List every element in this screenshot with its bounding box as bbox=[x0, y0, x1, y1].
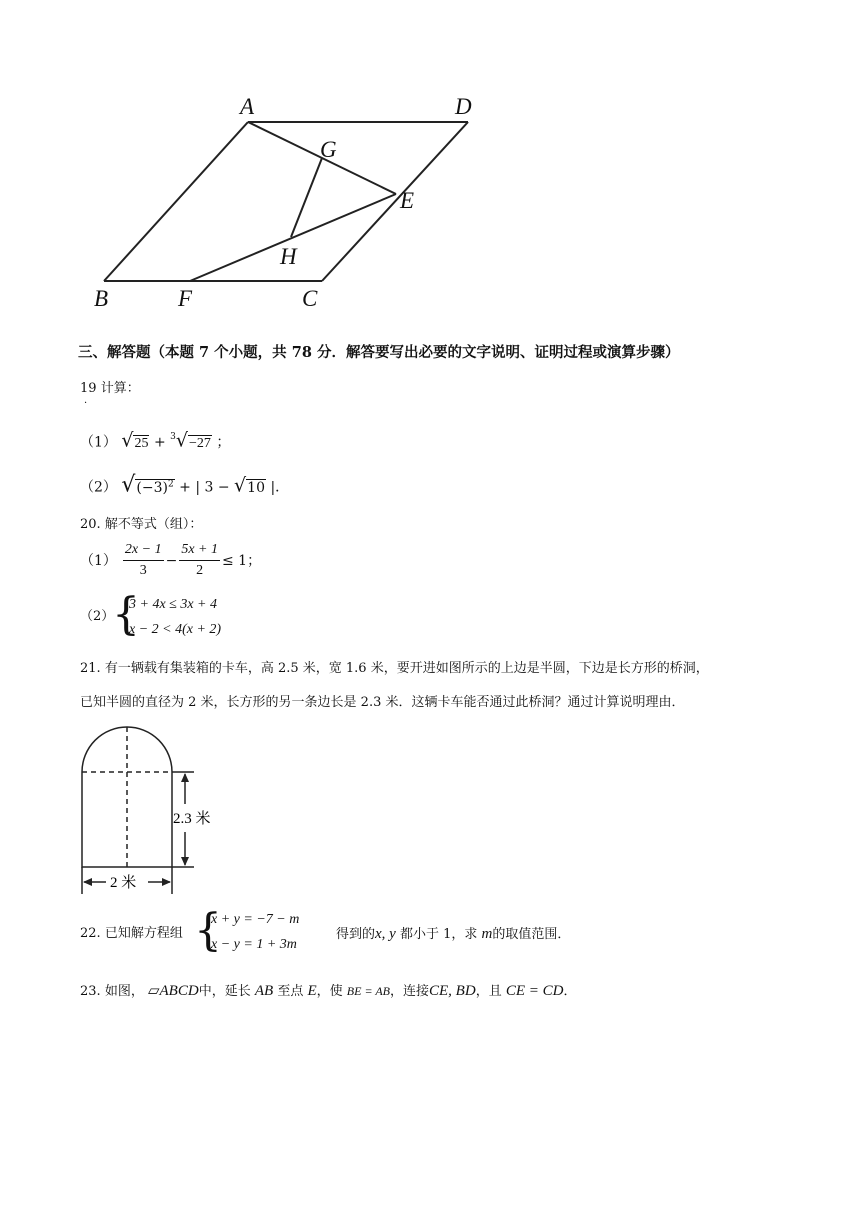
q21-number: 21. bbox=[80, 661, 101, 676]
q23-line bbox=[80, 982, 577, 1001]
q19-part2-end: |． bbox=[270, 479, 290, 496]
q22-post3: 的取值范围． bbox=[492, 927, 571, 942]
q23-t1: 如图， bbox=[104, 984, 144, 999]
q19-exponent: 2 bbox=[167, 479, 174, 489]
section-heading: 三、解答题（本题 7 个小题，共 78 分．解答要写出必要的文字说明、证明过程或演算步骤） bbox=[78, 344, 680, 361]
label-b: B bbox=[94, 286, 109, 311]
q19-cbrt-neg27: −27 bbox=[188, 435, 211, 451]
q23-ce-cd: CE = CD bbox=[505, 983, 564, 999]
label-c: C bbox=[302, 286, 318, 311]
arrowhead-up bbox=[181, 773, 189, 782]
q23-t2: 中，延长 bbox=[198, 984, 251, 999]
q22-vars: x, y bbox=[375, 926, 396, 942]
q22-post1: 得到的 bbox=[336, 927, 376, 942]
q20-frac2-num: 5x + 1 bbox=[179, 540, 220, 561]
q23-parallelogram: ▱ABCD bbox=[147, 983, 199, 999]
q23-be-ab: BE = AB bbox=[346, 984, 390, 998]
q20-ineq2: x − 2 < 4(x + 2) bbox=[129, 622, 222, 637]
q19-abs-mid: + | 3 − bbox=[179, 479, 230, 496]
q20-frac1-num: 2x − 1 bbox=[123, 540, 164, 561]
q21-text-1: 有一辆载有集装箱的卡车，高 2.5 米，宽 1.6 米，要开进如图所示的上边是半圆，下边是长方形的桥洞， bbox=[104, 661, 709, 676]
q19-plus: + bbox=[153, 434, 166, 451]
q19-text: 计算： bbox=[100, 381, 140, 396]
width-label: 2 米 bbox=[110, 875, 137, 891]
q20-frac1-den: 3 bbox=[139, 563, 147, 578]
q22-label bbox=[80, 925, 183, 943]
q21-line1 bbox=[80, 660, 709, 678]
q19-number: 19 bbox=[80, 381, 97, 396]
height-label: 2.3 米 bbox=[173, 811, 211, 827]
q19-part1-end: ； bbox=[216, 434, 231, 451]
q19-sqrt-10: 10 bbox=[247, 479, 265, 496]
arrowhead-down bbox=[181, 857, 189, 866]
q19-inner: (−3) bbox=[136, 479, 168, 496]
q23-ce-bd: CE, BD bbox=[429, 983, 476, 999]
q20-part1-label: （1） bbox=[80, 552, 117, 569]
q22-eq2: x − y = 1 + 3m bbox=[211, 937, 297, 952]
label-f: F bbox=[178, 286, 193, 311]
label-g: G bbox=[320, 137, 337, 162]
q22-rest bbox=[336, 925, 570, 944]
q19-part1: （1） √25 + $^3$√−27 ； bbox=[80, 429, 231, 452]
q22-pre: 已知解方程组 bbox=[104, 926, 183, 941]
q20-brace: { bbox=[112, 589, 140, 640]
q19-dot: · bbox=[84, 398, 88, 409]
q21-line2: 已知半圆的直径为 2 米，长方形的另一条边长是 2.3 米．这辆卡车能否通过此桥洞？通过计算说明理由． bbox=[80, 695, 685, 710]
q23-e: E bbox=[307, 983, 317, 999]
q20-number: 20. bbox=[80, 517, 101, 532]
q20-text: 解不等式（组）： bbox=[104, 517, 203, 532]
q20-minus: − bbox=[165, 552, 178, 569]
q22-post2: 都小于 1，求 bbox=[399, 927, 478, 942]
label-a: A bbox=[240, 94, 255, 119]
q23-t7: ． bbox=[563, 984, 577, 999]
q19-root-index: 3 bbox=[170, 432, 176, 442]
q19-part2: （2） $√(-3)^2$ + | 3 − √10 |． bbox=[80, 472, 290, 498]
q23-t3: 至点 bbox=[277, 984, 304, 999]
q19-part2-label: （2） bbox=[80, 479, 117, 496]
arrowhead-right bbox=[162, 878, 171, 886]
label-e: E bbox=[400, 188, 415, 213]
segment-ab bbox=[104, 122, 248, 281]
arrowhead-left bbox=[83, 878, 92, 886]
q23-number: 23. bbox=[80, 984, 101, 999]
label-h: H bbox=[280, 244, 297, 269]
q19-stem bbox=[80, 380, 140, 398]
q23-t5: ，连接 bbox=[390, 984, 430, 999]
q20-part2-label: （2） bbox=[80, 609, 115, 624]
q20-rhs: ≤ 1； bbox=[222, 552, 262, 569]
label-d: D bbox=[455, 94, 472, 119]
q22-var-m: m bbox=[481, 926, 493, 942]
parallelogram-figure bbox=[0, 0, 860, 330]
q19-sqrt-25: 25 bbox=[134, 435, 149, 451]
q22-number: 22. bbox=[80, 926, 101, 941]
q20-frac2-den: 2 bbox=[196, 563, 204, 578]
q20-part1 bbox=[80, 540, 261, 581]
q19-part1-label: （1） bbox=[80, 434, 117, 451]
segment-gh bbox=[291, 158, 322, 237]
q23-ab: AB bbox=[254, 983, 274, 999]
bridge-arch-figure bbox=[70, 722, 230, 897]
segment-dc bbox=[322, 122, 468, 281]
q20-stem bbox=[80, 516, 202, 534]
q23-t4: ，使 bbox=[316, 984, 343, 999]
q23-t6: ，且 bbox=[475, 984, 502, 999]
q20-ineq1: 3 + 4x ≤ 3x + 4 bbox=[129, 597, 218, 612]
q22-eq1: x + y = −7 − m bbox=[211, 912, 300, 927]
q22-brace: { bbox=[194, 905, 222, 956]
